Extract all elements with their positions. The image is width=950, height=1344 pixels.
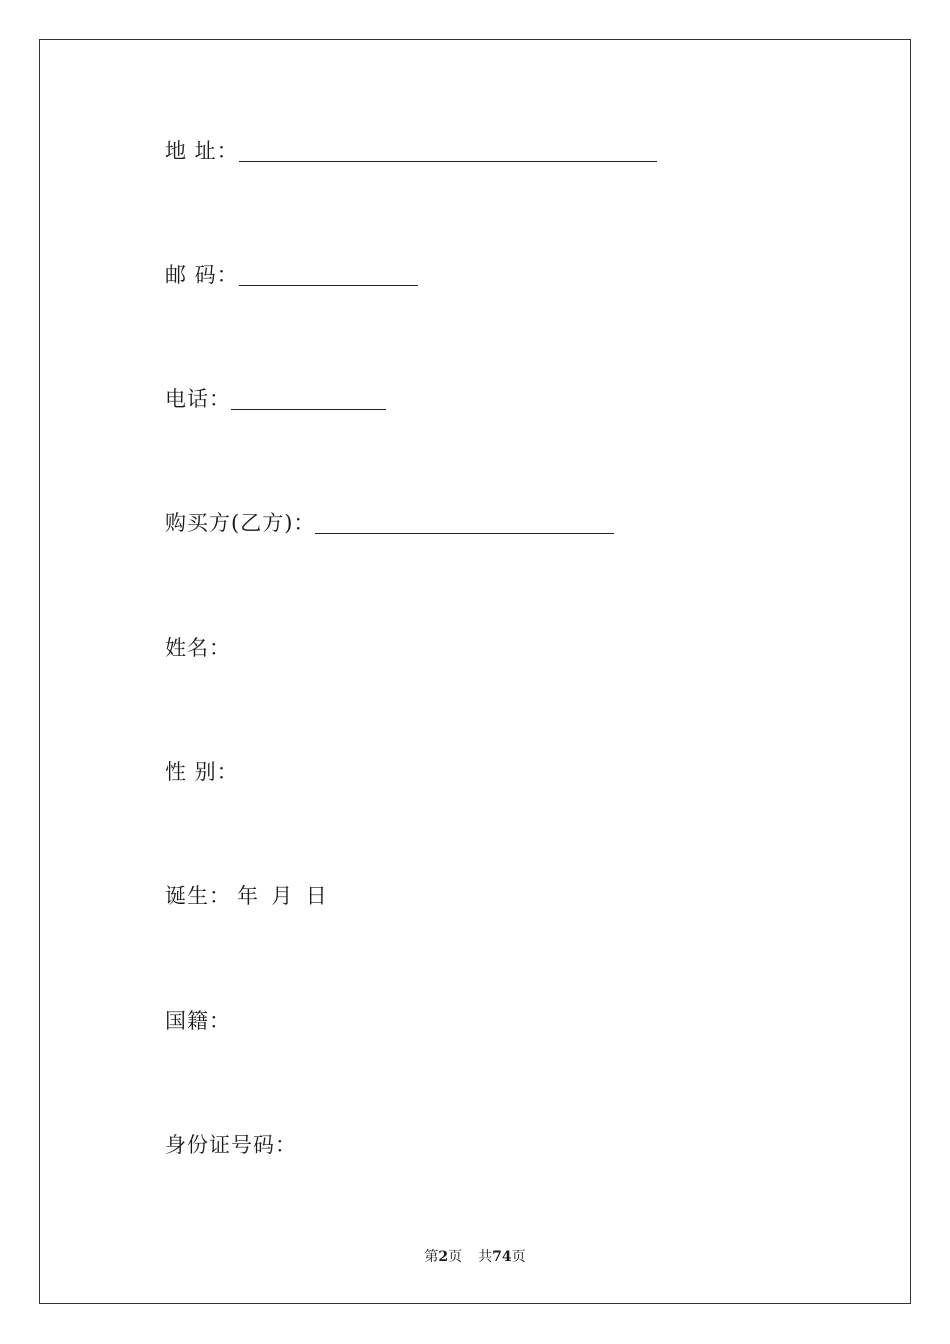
phone-label: 电话：: [165, 387, 231, 411]
buyer-label: 购买方(乙方)：: [165, 511, 316, 535]
address-field: [165, 136, 657, 166]
id-number-label: 身份证号码：: [165, 1133, 297, 1157]
gender-label: 性 别：: [165, 760, 239, 784]
footer-page-number: 2: [438, 1249, 449, 1265]
id-number-field: [165, 1130, 297, 1160]
phone-blank-line[interactable]: [231, 387, 386, 410]
birth-date-placeholder: 年 月 日: [237, 884, 327, 908]
page-footer: [0, 1247, 950, 1267]
birth-label: 诞生：: [165, 884, 231, 908]
nationality-label: 国籍：: [165, 1009, 231, 1033]
buyer-blank-line[interactable]: [315, 511, 614, 534]
page-frame: [39, 39, 911, 1304]
footer-page-suffix: 页: [448, 1249, 463, 1265]
address-label: 地 址：: [165, 139, 239, 163]
address-blank-line[interactable]: [239, 139, 657, 162]
gender-field: [165, 757, 239, 787]
nationality-field: [165, 1006, 231, 1036]
footer-total-suffix: 页: [511, 1249, 526, 1265]
footer-page-prefix: 第: [424, 1249, 439, 1265]
postcode-label: 邮 码：: [165, 263, 239, 287]
name-field: [165, 633, 231, 663]
footer-total-pages: 74: [492, 1249, 512, 1265]
birth-field: [165, 881, 327, 911]
buyer-field: [165, 508, 614, 538]
footer-total-prefix: 共: [478, 1249, 493, 1265]
postcode-blank-line[interactable]: [239, 263, 418, 286]
name-label: 姓名：: [165, 636, 231, 660]
postcode-field: [165, 260, 418, 290]
phone-field: [165, 384, 386, 414]
